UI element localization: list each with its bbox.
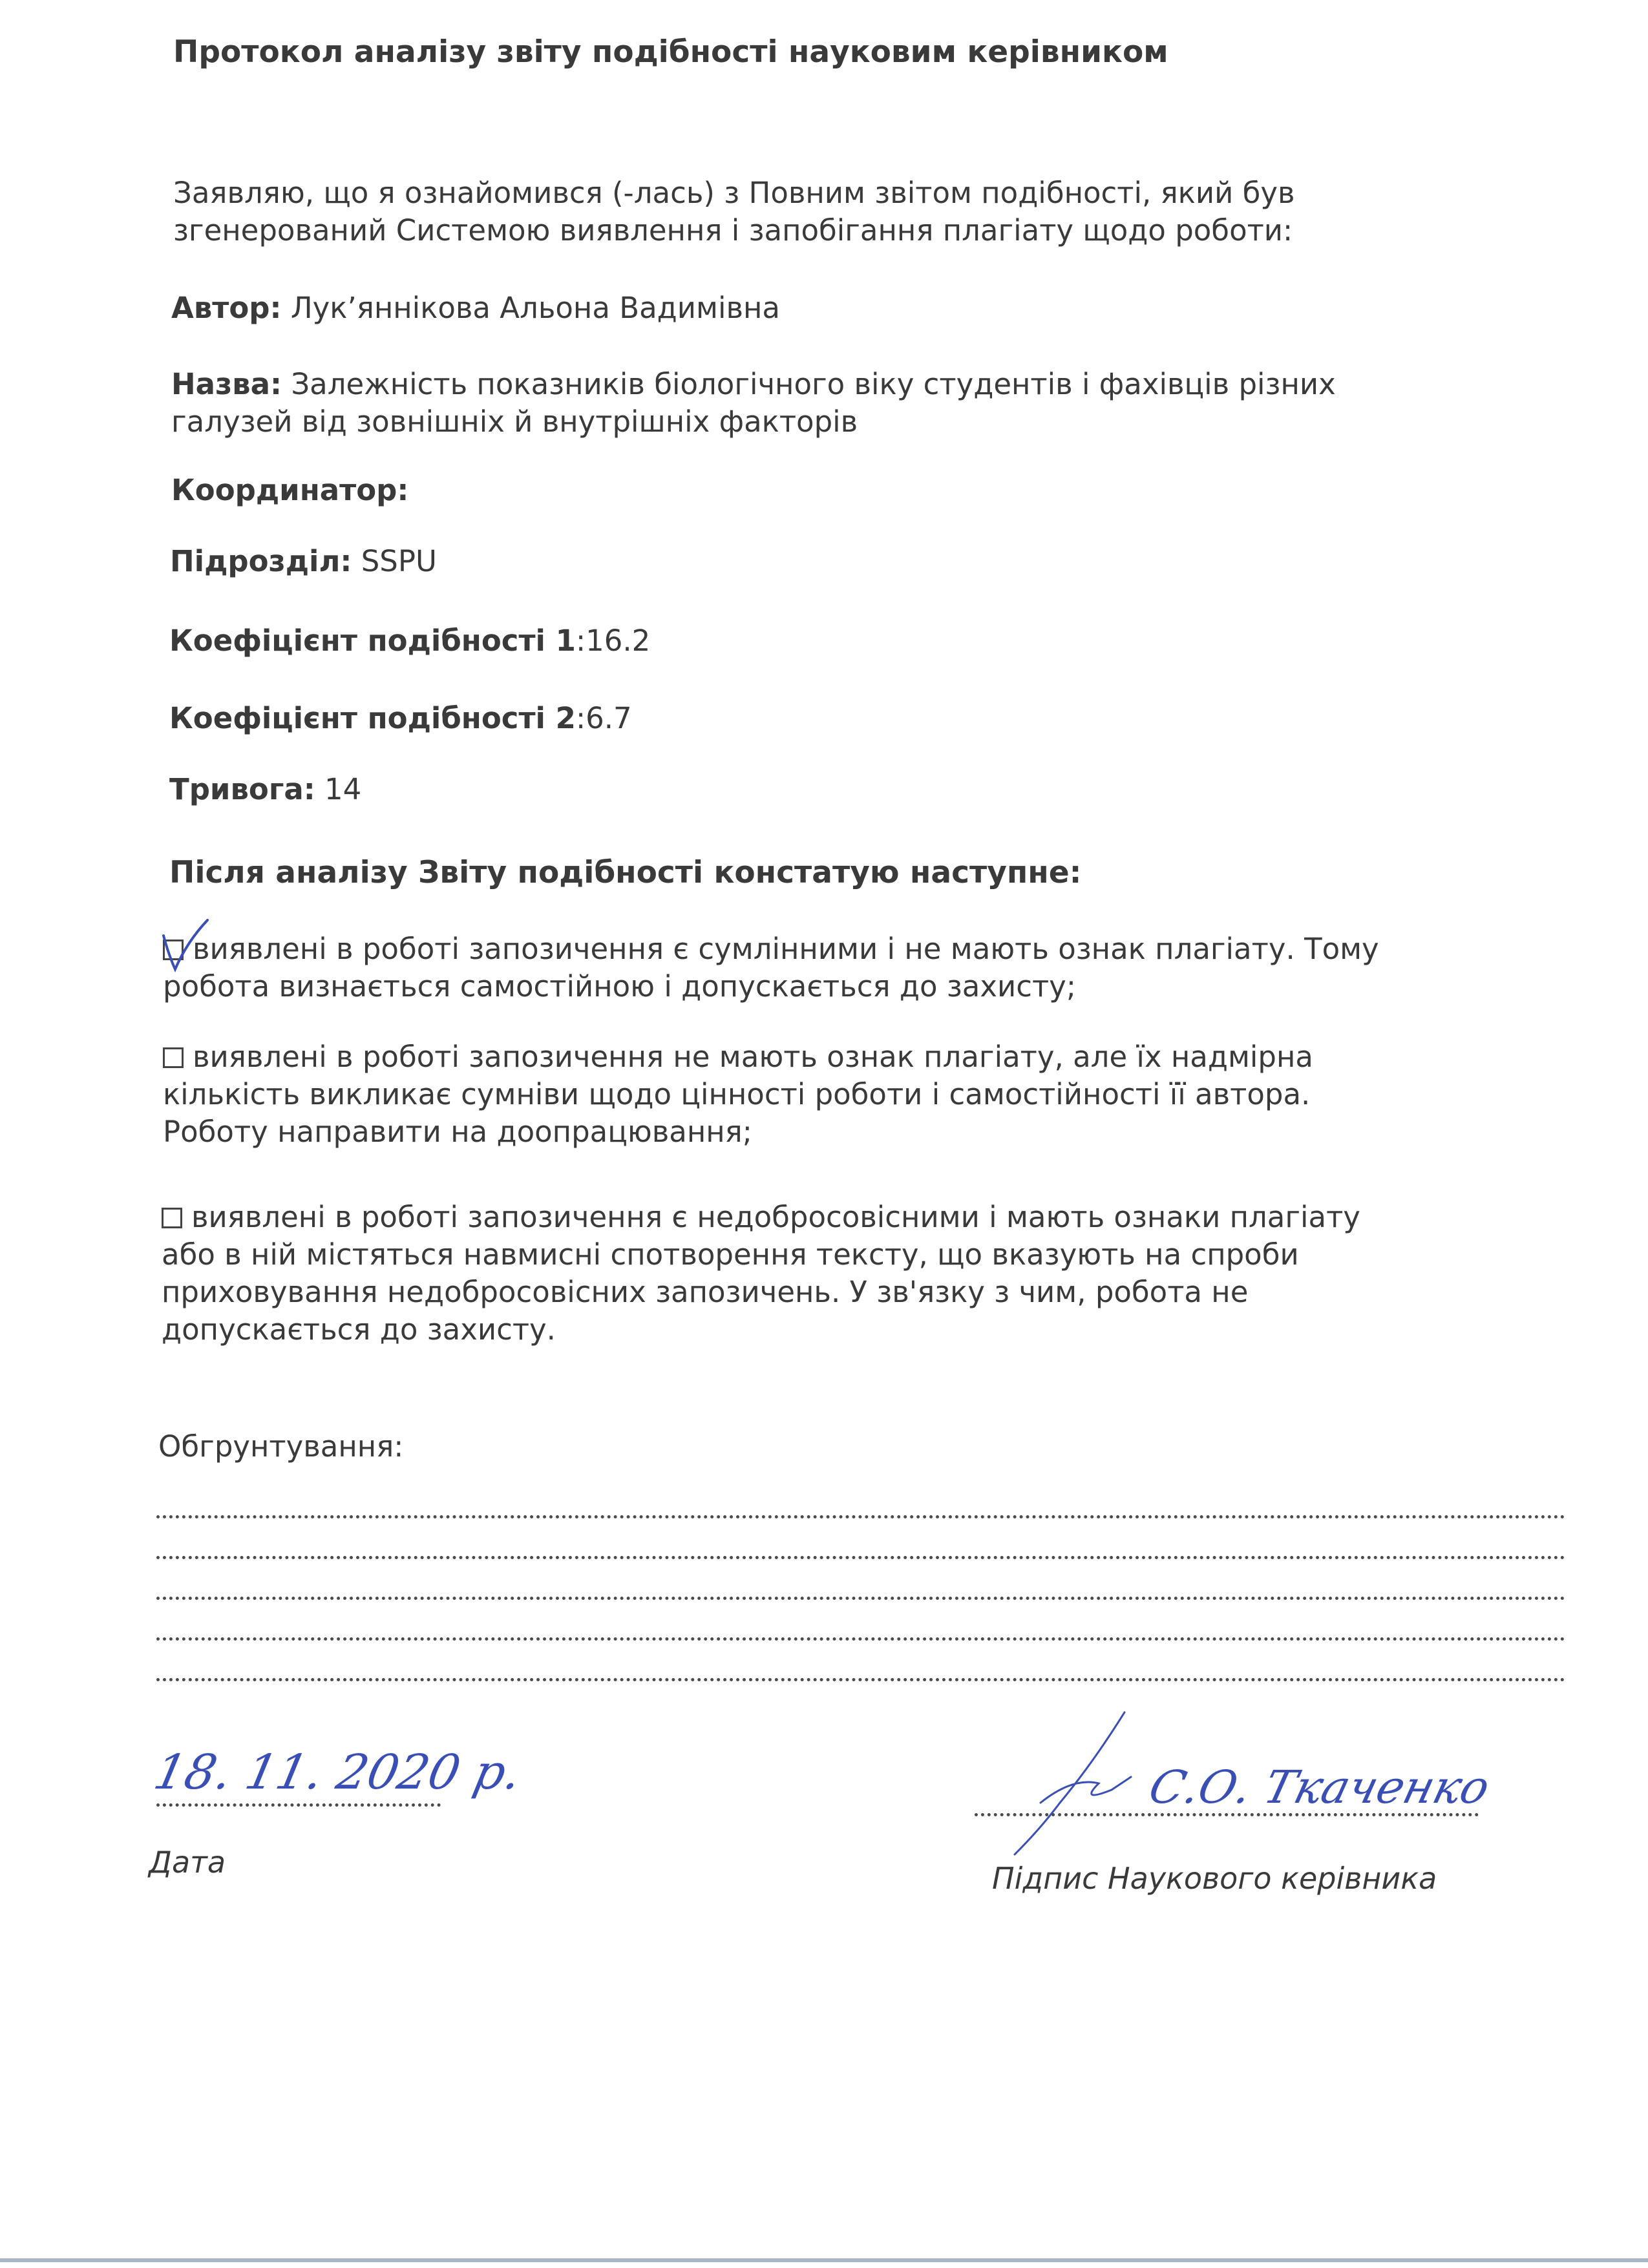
scan-edge-line bbox=[0, 2258, 1648, 2262]
alarm-field bbox=[169, 771, 361, 808]
option-2-line: кількість викликає сумніви щодо цінності роботи і самостійності її автора. bbox=[163, 1077, 1311, 1111]
intro-line: згенерований Системою виявлення і запобігання плагіату щодо роботи: bbox=[173, 213, 1293, 247]
option-3 bbox=[162, 1199, 1360, 1349]
option-2-line: Роботу направити на доопрацювання; bbox=[163, 1115, 752, 1149]
justification-dotted-line[interactable] bbox=[156, 1590, 1565, 1600]
handwritten-date: 18. 11. 2020 р. bbox=[149, 1745, 527, 1800]
signature-scribble-icon bbox=[963, 1706, 1157, 1861]
option-3-line: виявлені в роботі запозичення є недобросовісними і мають ознаки плагіату bbox=[191, 1200, 1360, 1234]
work-title-field bbox=[171, 366, 1336, 441]
coordinator-field bbox=[171, 472, 408, 509]
option-3-line: приховування недобросовісних запозичень. У зв'язку з чим, робота не bbox=[162, 1275, 1249, 1309]
department-field bbox=[170, 543, 437, 580]
option-3-line: допускається до захисту. bbox=[162, 1312, 556, 1347]
signature-label: Підпис Наукового керівника bbox=[992, 1861, 1437, 1896]
after-analysis-heading: Після аналізу Звіту подібності констатую наступне: bbox=[169, 855, 1082, 890]
author-label: Автор: bbox=[171, 291, 282, 325]
justification-dotted-line[interactable] bbox=[156, 1549, 1565, 1559]
alarm-label: Тривога: bbox=[169, 772, 315, 806]
author-value: Лук’яннікова Альона Вадимівна bbox=[281, 291, 780, 325]
option-1 bbox=[163, 930, 1379, 1005]
option-2-line: виявлені в роботі запозичення не мають ознак плагіату, але їх надмірна bbox=[193, 1040, 1313, 1074]
option-2 bbox=[163, 1038, 1313, 1151]
justification-dotted-line[interactable] bbox=[156, 1631, 1565, 1641]
work-title-value-line1: Залежність показників біологічного віку студентів і фахівців різних bbox=[282, 367, 1336, 401]
justification-dotted-line[interactable] bbox=[156, 1672, 1565, 1681]
justification-dotted-line[interactable] bbox=[156, 1509, 1565, 1518]
date-label: Дата bbox=[149, 1845, 226, 1880]
option-1-line: робота визнається самостійною і допускається до захисту; bbox=[163, 969, 1076, 1003]
alarm-value: 14 bbox=[315, 772, 362, 806]
coef2-label: Коефіцієнт подібності 2 bbox=[169, 701, 576, 735]
similarity-coefficient-2 bbox=[169, 700, 632, 737]
author-field bbox=[171, 289, 780, 327]
date-dotted-line[interactable] bbox=[156, 1800, 441, 1807]
intro-line: Заявляю, що я ознайомився (-лась) з Повним звітом подібності, який був bbox=[173, 176, 1295, 210]
coordinator-label: Координатор: bbox=[171, 473, 409, 507]
work-title-value-line2: галузей від зовнішніх й внутрішніх факторів bbox=[171, 404, 858, 439]
coef2-value: :6.7 bbox=[575, 701, 632, 735]
department-value: SSPU bbox=[352, 544, 437, 578]
handwritten-supervisor-name: С.О. Ткаченко bbox=[1143, 1761, 1495, 1814]
work-title-label: Назва: bbox=[171, 367, 282, 401]
option-3-checkbox[interactable] bbox=[162, 1208, 182, 1228]
coef1-value: :16.2 bbox=[575, 624, 651, 658]
department-label: Підрозділ: bbox=[170, 544, 352, 578]
justification-label: Обгрунтування: bbox=[158, 1429, 404, 1464]
option-1-line: виявлені в роботі запозичення є сумлінними і не мають ознак плагіату. Тому bbox=[193, 932, 1379, 966]
similarity-coefficient-1 bbox=[169, 622, 650, 660]
coef1-label: Коефіцієнт подібності 1 bbox=[169, 624, 576, 658]
intro-statement bbox=[173, 174, 1295, 249]
option-3-line: або в ній містяться навмисні спотворення тексту, що вказують на спроби bbox=[162, 1237, 1299, 1272]
document-title: Протокол аналізу звіту подібності науковим керівником bbox=[173, 34, 1168, 70]
option-2-checkbox[interactable] bbox=[163, 1047, 184, 1068]
handwritten-checkmark-icon bbox=[158, 916, 210, 974]
signature-dotted-line[interactable] bbox=[975, 1809, 1479, 1816]
